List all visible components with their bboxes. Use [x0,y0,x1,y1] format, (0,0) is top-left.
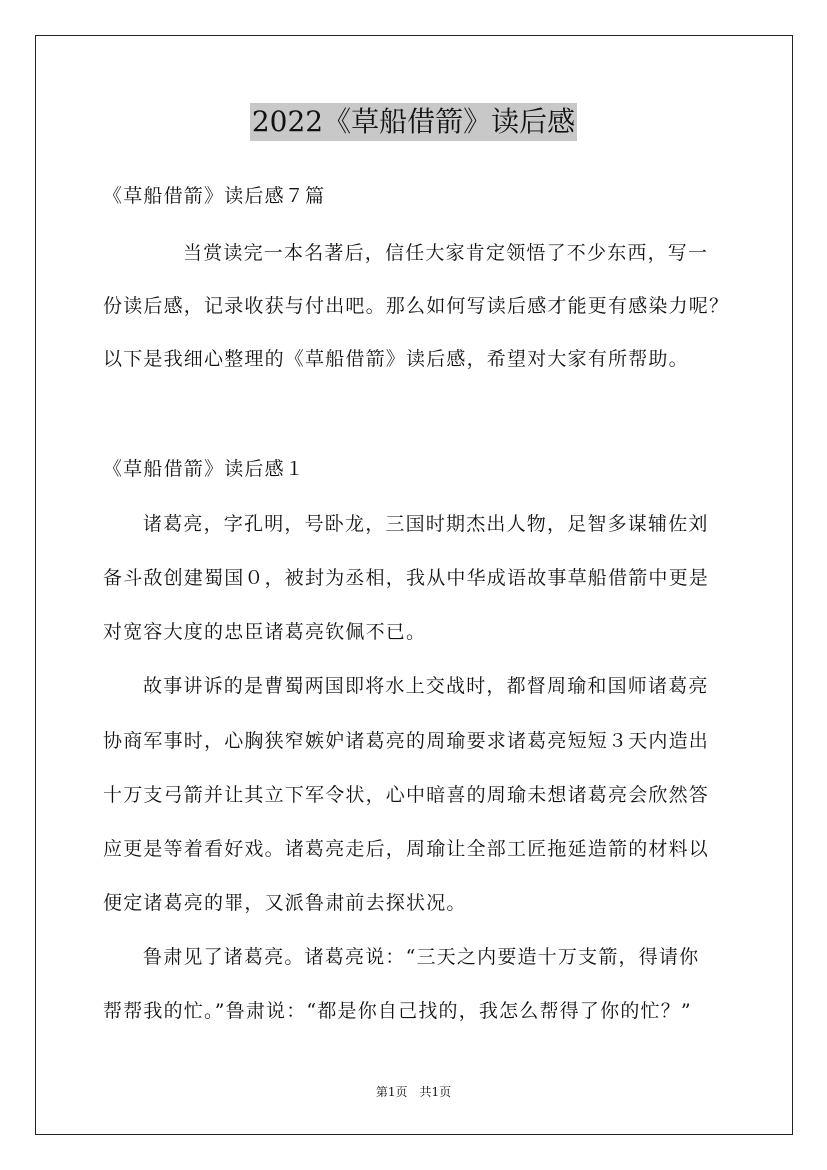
subtitle: 《草船借箭》读后感７篇 [103,185,326,207]
title-container [0,103,827,141]
paragraph-line: 十万支弓箭并让其立下军令状，心中暗喜的周瑜未想诸葛亮会欣然答 [103,784,710,806]
paragraph-line: 便定诸葛亮的罪，又派鲁肃前去探状况。 [103,892,467,914]
page-footer: 第1页 共1页 [375,1085,452,1099]
intro-line: 以下是我细心整理的《草船借箭》读后感，希望对大家有所帮助。 [103,348,689,370]
paragraph-line: 帮帮我的忙。”鲁肃说：“都是你自己找的，我怎么帮得了你的忙？” [103,1000,692,1022]
paragraph-line: 鲁肃见了诸葛亮。诸葛亮说：“三天之内要造十万支箭，得请你 [143,946,700,968]
paragraph-line: 协商军事时，心胸狭窄嫉妒诸葛亮的周瑜要求诸葛亮短短３天内造出 [103,730,710,752]
paragraph-line: 对宽容大度的忠臣诸葛亮钦佩不已。 [103,621,427,643]
paragraph-line: 诸葛亮，字孔明，号卧龙，三国时期杰出人物，足智多谋辅佐刘 [143,513,709,535]
intro-line: 份读后感，记录收获与付出吧。那么如何写读后感才能更有感染力呢？ [103,295,730,317]
paragraph-line: 应更是等着看好戏。诸葛亮走后，周瑜让全部工匠拖延造箭的材料以 [103,838,710,860]
paragraph-line: 故事讲诉的是曹蜀两国即将水上交战时，都督周瑜和国师诸葛亮 [143,675,709,697]
document-title: 2022《草船借箭》读后感 [250,103,577,141]
paragraph-line: 备斗敌创建蜀国０，被封为丞相，我从中华成语故事草船借箭中更是 [103,567,710,589]
section-heading: 《草船借箭》读后感１ [103,458,306,480]
intro-line: 当赏读完一本名著后，信任大家肯定领悟了不少东西，写一 [183,242,709,264]
